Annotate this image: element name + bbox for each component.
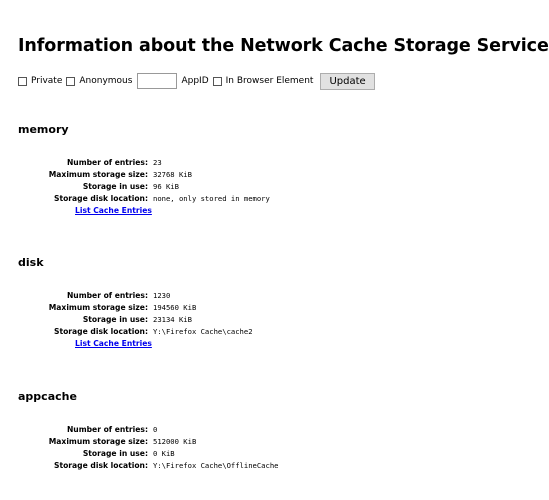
in-use-value: 23134 KiB: [153, 314, 192, 324]
private-label: Private: [31, 76, 63, 86]
table-row: [18, 192, 458, 204]
table-row: [18, 447, 458, 459]
entries-value: 0: [153, 424, 158, 434]
entries-label: Number of entries:: [66, 157, 148, 167]
entries-value: 1230: [153, 290, 171, 300]
max-size-label: Maximum storage size:: [48, 169, 148, 179]
table-row: [18, 156, 458, 168]
in-use-label: Storage in use:: [82, 314, 148, 324]
list-cache-entries-link-memory[interactable]: List Cache Entries: [75, 205, 152, 215]
table-row: [18, 459, 458, 471]
max-size-label: Maximum storage size:: [48, 436, 148, 446]
update-button[interactable]: Update: [320, 73, 374, 90]
location-value: Y:\Firefox Cache\OfflineCache: [153, 460, 279, 470]
table-row: [18, 435, 458, 447]
disk-section: [18, 256, 458, 349]
link-row: [18, 337, 458, 349]
table-row: [18, 325, 458, 337]
max-size-value: 194560 KiB: [153, 302, 197, 312]
table-row: [18, 180, 458, 192]
max-size-value: 32768 KiB: [153, 169, 192, 179]
list-cache-entries-link-disk[interactable]: List Cache Entries: [75, 338, 152, 348]
in-use-value: 0 KiB: [153, 448, 175, 458]
table-row: [18, 168, 458, 180]
appid-input[interactable]: [137, 73, 177, 89]
location-label: Storage disk location:: [53, 326, 148, 336]
in-browser-element-label: In Browser Element: [225, 76, 314, 86]
section-heading-memory: memory: [18, 123, 69, 136]
memory-section: [18, 123, 458, 216]
max-size-value: 512000 KiB: [153, 436, 197, 446]
entries-label: Number of entries:: [66, 424, 148, 434]
anonymous-label: Anonymous: [79, 76, 133, 86]
entries-value: 23: [153, 157, 162, 167]
appcache-section: [18, 390, 458, 471]
private-checkbox[interactable]: [18, 77, 27, 86]
in-use-value: 96 KiB: [153, 181, 179, 191]
section-heading-disk: disk: [18, 256, 44, 269]
location-label: Storage disk location:: [53, 460, 148, 470]
in-browser-element-checkbox[interactable]: [213, 77, 222, 86]
location-label: Storage disk location:: [53, 193, 148, 203]
in-use-label: Storage in use:: [82, 181, 148, 191]
appid-label: AppID: [181, 76, 209, 86]
anonymous-checkbox[interactable]: [66, 77, 75, 86]
appcache-info-table: [18, 423, 458, 471]
location-value: Y:\Firefox Cache\cache2: [153, 326, 253, 336]
location-value: none, only stored in memory: [153, 193, 270, 203]
link-row: [18, 204, 458, 216]
in-use-label: Storage in use:: [82, 448, 148, 458]
table-row: [18, 289, 458, 301]
page-title: Information about the Network Cache Storage Service: [18, 36, 549, 56]
max-size-label: Maximum storage size:: [48, 302, 148, 312]
section-heading-appcache: appcache: [18, 390, 77, 403]
entries-label: Number of entries:: [66, 290, 148, 300]
table-row: [18, 301, 458, 313]
cache-filter-controls: [18, 72, 375, 90]
table-row: [18, 423, 458, 435]
disk-info-table: [18, 289, 458, 349]
memory-info-table: [18, 156, 458, 216]
table-row: [18, 313, 458, 325]
